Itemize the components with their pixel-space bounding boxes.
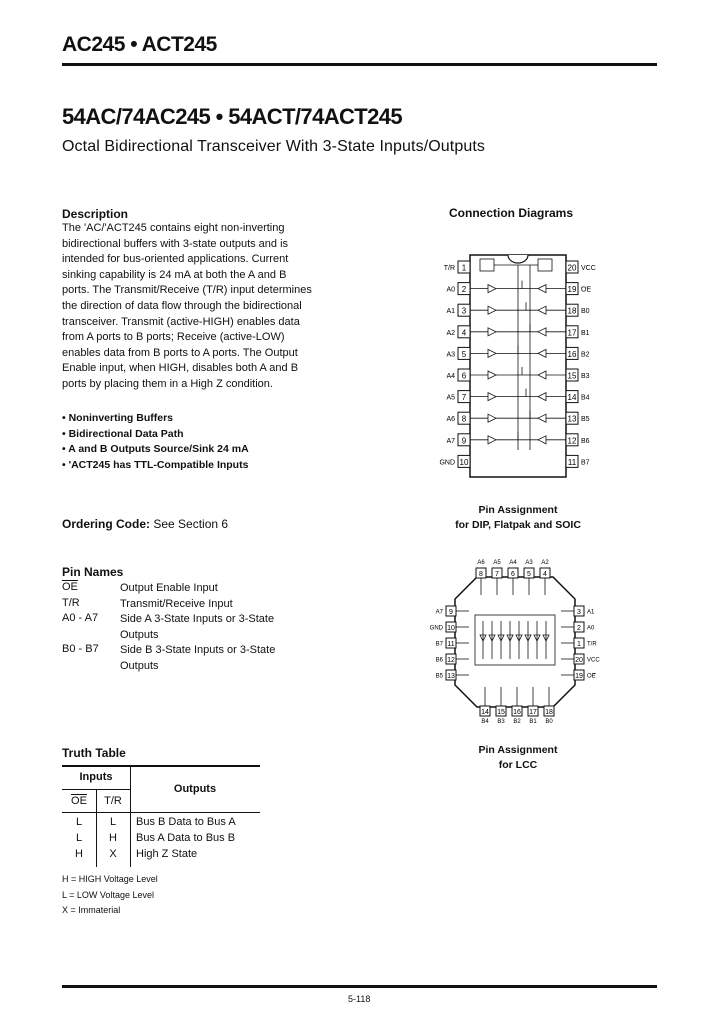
- description-line: bidirectional buffers with 3-state outputs and is: [62, 237, 289, 250]
- dip-pin-label: B5: [581, 416, 590, 424]
- lcc-pin-number: 16: [513, 709, 521, 716]
- dip-pin-number: 14: [567, 393, 577, 403]
- connection-heading: Connection Diagrams: [449, 206, 574, 220]
- description-line: ports by placing them in a High Z condition.: [62, 377, 273, 390]
- dip-pin-number: 16: [567, 349, 577, 359]
- dip-pin-number: 18: [567, 306, 577, 316]
- lcc-pin-number: 19: [575, 673, 583, 680]
- description-line: from A ports to B ports; Receive (active-LOW): [62, 331, 285, 344]
- lcc-pin-number: 7: [495, 571, 499, 578]
- dip-pin-label: A0: [446, 286, 455, 294]
- description-line: Enable input, when HIGH, disables both A and B: [62, 362, 299, 375]
- lcc-pin-label: A5: [493, 560, 501, 566]
- dip-diagram: [420, 250, 620, 482]
- lcc-pin-number: 18: [545, 709, 553, 716]
- dip-pin-label: B0: [581, 308, 590, 316]
- lcc-pin-label: B2: [513, 719, 521, 725]
- feature-bullet: • Noninverting Buffers: [62, 412, 174, 424]
- dip-pin-number: 2: [461, 285, 467, 295]
- lcc-pin-label: A3: [525, 560, 533, 566]
- buffer-ab-icon: [488, 349, 496, 357]
- lcc-pin-label: A6: [477, 560, 485, 566]
- description-line: ports. The Transmit/Receive (T/R) input determines: [62, 284, 312, 297]
- dip-pin-label: A2: [446, 329, 455, 337]
- truth-cell-oe: L: [75, 832, 83, 844]
- description-line: enables data from B ports to A ports. The Output: [62, 346, 298, 359]
- lcc-pin-label: A4: [509, 560, 517, 566]
- dip-pin-label: A1: [446, 308, 455, 316]
- dip-pin-label: B1: [581, 329, 590, 337]
- oe-column-header: $\overline{OE}$: [71, 795, 87, 807]
- lcc-pin-label: B4: [481, 719, 489, 725]
- lcc-pin-label: B5: [435, 673, 443, 680]
- legend-line: H = HIGH Voltage Level: [62, 874, 158, 884]
- legend-line: X = Immaterial: [62, 905, 121, 916]
- dip-pin-number: 17: [567, 328, 577, 338]
- lcc-pin-number: 9: [449, 609, 453, 616]
- dip-pin-number: 10: [459, 457, 469, 467]
- dip-pin-label: OE: [581, 286, 592, 294]
- lcc-pin-label: A7: [435, 609, 443, 616]
- truth-cell-out: High Z State: [136, 848, 198, 860]
- dip-pin-number: 13: [567, 414, 577, 424]
- lcc-pin-label: B1: [529, 719, 537, 725]
- pin-names-heading: Pin Names: [62, 565, 124, 579]
- buffer-ba-icon: [538, 371, 546, 379]
- lcc-caption: [418, 743, 618, 773]
- lcc-pin-number: 6: [511, 571, 515, 578]
- buffer-ba-icon: [538, 393, 546, 401]
- truth-cell-tr: X: [109, 848, 117, 860]
- truth-cell-tr: L: [109, 816, 117, 828]
- table-divider: [130, 767, 131, 867]
- description-heading: Description: [62, 207, 129, 221]
- dip-pin-number: 3: [461, 306, 467, 316]
- table-divider: [62, 812, 260, 813]
- dip-pin-label: B2: [581, 351, 590, 359]
- buffer-ab-icon: [488, 328, 496, 336]
- buffer-ba-icon: [538, 349, 546, 357]
- lcc-pin-label: A0: [587, 625, 595, 632]
- lcc-pin-number: 15: [497, 709, 505, 716]
- lcc-pin-label: OE: [587, 673, 596, 680]
- oe-gate-icon: [538, 259, 552, 271]
- dip-pin-number: 15: [567, 371, 577, 381]
- part-title: 54AC/74AC245 • 54ACT/74ACT245: [62, 104, 403, 129]
- dip-pin-label: A5: [446, 394, 455, 402]
- truth-cell-oe: L: [75, 816, 83, 828]
- buffer-ab-icon: [488, 371, 496, 379]
- lcc-pin-label: A2: [541, 560, 549, 566]
- lcc-pin-number: 13: [447, 673, 455, 680]
- dip-pin-number: 19: [567, 285, 577, 295]
- legend-line: L = LOW Voltage Level: [62, 889, 154, 900]
- pin-description: Side A 3-State Inputs or 3-State Outputs: [120, 613, 275, 641]
- pin-description: Transmit/Receive Input: [120, 598, 233, 610]
- description-body: [62, 221, 362, 393]
- lcc-pin-label: B3: [497, 719, 505, 725]
- pin-symbol: A0 - A7: [62, 612, 99, 624]
- outputs-header: Outputs: [173, 783, 217, 795]
- caption-line: Pin Assignment: [478, 744, 558, 756]
- description-line: The 'AC/'ACT245 contains eight non-inverting: [62, 222, 285, 234]
- dip-pin-label: A4: [446, 373, 455, 380]
- description-line: intended for bus-oriented applications. Current: [62, 253, 289, 266]
- caption-line: for DIP, Flatpak and SOIC: [455, 519, 581, 531]
- ordering-value: See Section 6: [153, 517, 229, 531]
- lcc-pin-number: 10: [447, 625, 455, 632]
- buffer-ba-icon: [538, 414, 546, 422]
- dip-pin-number: 1: [461, 263, 467, 273]
- lcc-pin-label: VCC: [587, 657, 600, 664]
- lcc-pin-label: GND: [429, 625, 443, 632]
- tr-column-header: T/R: [104, 795, 122, 807]
- lcc-die-icon: [475, 615, 555, 665]
- feature-bullet: • 'ACT245 has TTL-Compatible Inputs: [62, 458, 249, 471]
- description-line: the direction of data flow through the bidirectional: [62, 299, 302, 312]
- lcc-pin-number: 12: [447, 657, 455, 664]
- lcc-pin-number: 11: [447, 641, 455, 648]
- dip-pin-label: T/R: [443, 265, 455, 272]
- buffer-ab-icon: [488, 285, 496, 293]
- buffer-ba-icon: [538, 306, 546, 314]
- lcc-pin-number: 3: [577, 609, 581, 616]
- lcc-pin-label: A1: [587, 609, 595, 616]
- dip-pin-number: 6: [461, 371, 467, 381]
- truth-cell-tr: H: [109, 832, 117, 844]
- buffer-ab-icon: [488, 414, 496, 422]
- pin-symbol: T/R: [62, 597, 80, 609]
- dip-pin-label: GND: [439, 459, 455, 467]
- buffer-ab-icon: [488, 306, 496, 314]
- dip-pin-number: 11: [567, 457, 577, 467]
- pin-description: Side B 3-State Inputs or 3-State Outputs: [120, 644, 276, 672]
- tr-gate-icon: [480, 259, 494, 271]
- lcc-pin-number: 14: [481, 709, 489, 716]
- description-line: sinking capability is 24 mA at both the A and B: [62, 268, 287, 281]
- dip-pin-number: 5: [461, 349, 467, 359]
- dip-caption: [418, 503, 618, 533]
- lcc-pin-number: 20: [575, 657, 583, 664]
- dip-pin-number: 4: [461, 328, 467, 338]
- ordering-label: Ordering Code:: [62, 517, 151, 531]
- truth-cell-out: Bus B Data to Bus A: [136, 816, 236, 828]
- dip-pin-number: 9: [461, 436, 467, 446]
- dip-pin-label: B3: [581, 373, 590, 380]
- feature-bullet: • A and B Outputs Source/Sink 24 mA: [62, 443, 249, 456]
- buffer-ba-icon: [538, 285, 546, 293]
- truth-table-legend: [62, 872, 158, 919]
- lcc-pin-number: 2: [577, 625, 581, 632]
- dip-pin-number: 12: [567, 436, 577, 446]
- feature-bullet: • Bidirectional Data Path: [62, 427, 184, 440]
- lcc-diagram: [425, 555, 605, 725]
- dip-pin-label: B7: [581, 459, 590, 467]
- lcc-pin-number: 1: [577, 641, 581, 648]
- caption-line: Pin Assignment: [478, 504, 558, 516]
- lcc-pin-label: T/R: [587, 641, 597, 648]
- pin-description: Output Enable Input: [120, 582, 218, 594]
- pin-symbol: B0 - B7: [62, 643, 99, 655]
- dip-pin-label: A6: [446, 416, 455, 424]
- buffer-ab-icon: [488, 436, 496, 444]
- feature-list: [62, 411, 362, 473]
- description-line: transceiver. Transmit (active-HIGH) enables data: [62, 315, 300, 328]
- lcc-pin-number: 4: [543, 571, 547, 578]
- lcc-body: [455, 577, 575, 707]
- lcc-pin-label: B6: [435, 657, 443, 664]
- buffer-ba-icon: [538, 436, 546, 444]
- page-subtitle: Octal Bidirectional Transceiver With 3-State Inputs/Outputs: [62, 138, 485, 155]
- bottom-rule: [62, 985, 657, 988]
- lcc-pin-number: 17: [529, 709, 537, 716]
- dip-notch: [508, 255, 528, 263]
- dip-pin-label: A3: [446, 351, 455, 359]
- inputs-header: Inputs: [79, 771, 113, 783]
- lcc-pin-label: B7: [435, 641, 443, 648]
- dip-pin-label: B6: [581, 437, 590, 445]
- dip-pin-label: VCC: [581, 265, 596, 272]
- buffer-ba-icon: [538, 328, 546, 336]
- lcc-pin-number: 5: [527, 571, 531, 578]
- lcc-pin-number: 8: [479, 571, 483, 578]
- dip-pin-number: 7: [461, 393, 467, 403]
- family-title: AC245 • ACT245: [62, 33, 217, 56]
- lcc-pin-label: B0: [545, 719, 553, 725]
- dip-pin-number: 8: [461, 414, 467, 424]
- caption-line: for LCC: [498, 759, 538, 771]
- page-number: 5-118: [348, 994, 371, 1004]
- ordering-code: [62, 517, 228, 531]
- dip-pin-number: 20: [567, 263, 577, 273]
- truth-table: [62, 767, 260, 867]
- buffer-ab-icon: [488, 393, 496, 401]
- pin-symbol: $\overline{OE}$: [62, 581, 78, 593]
- top-rule: [62, 63, 657, 66]
- dip-pin-label: A7: [446, 437, 455, 445]
- truth-cell-oe: H: [75, 848, 83, 860]
- truth-table-heading: Truth Table: [62, 746, 126, 760]
- dip-pin-label: B4: [581, 394, 590, 402]
- truth-cell-out: Bus A Data to Bus B: [136, 832, 236, 844]
